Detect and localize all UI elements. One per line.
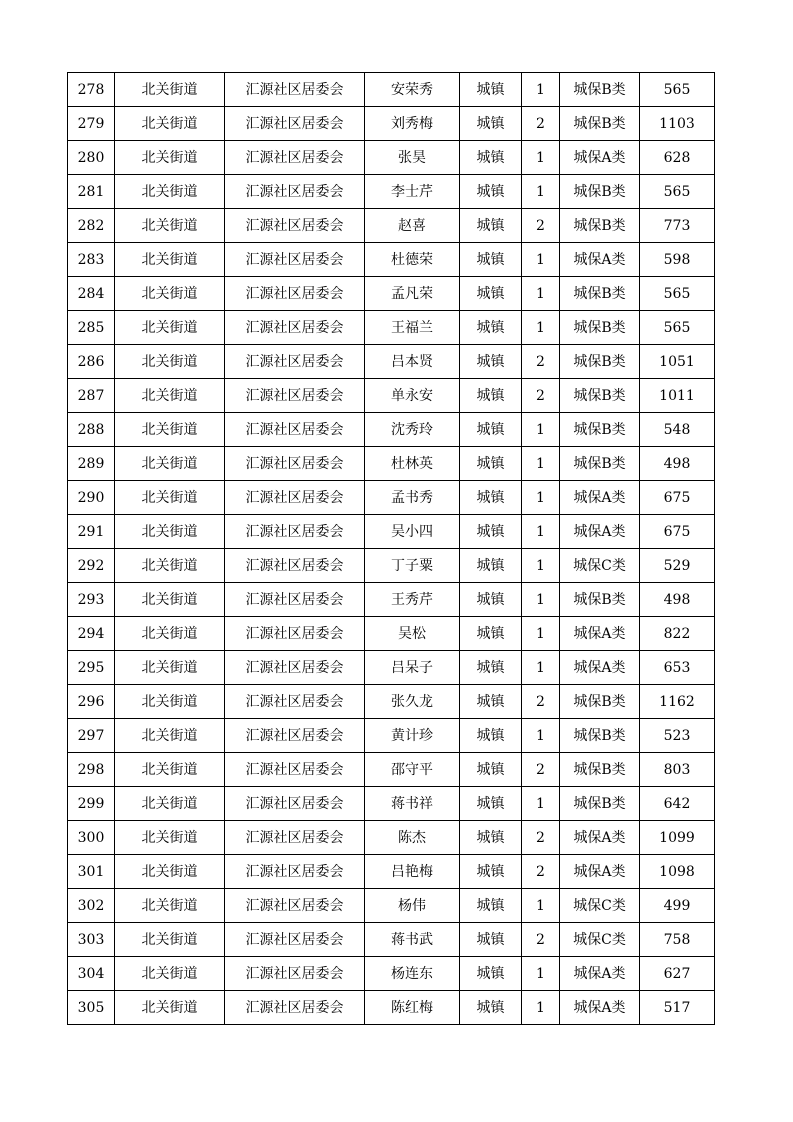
household-size-cell: 1	[522, 719, 560, 753]
name-cell: 王福兰	[365, 311, 460, 345]
category-cell: 城保B类	[560, 719, 640, 753]
street-cell: 北关街道	[115, 379, 225, 413]
household-size-cell: 1	[522, 481, 560, 515]
table-row	[68, 889, 715, 923]
table-row	[68, 379, 715, 413]
area-type-cell: 城镇	[460, 617, 522, 651]
table-row	[68, 753, 715, 787]
category-cell: 城保A类	[560, 651, 640, 685]
household-size-cell: 1	[522, 889, 560, 923]
community-cell: 汇源社区居委会	[225, 107, 365, 141]
amount-cell: 1051	[640, 345, 715, 379]
community-cell: 汇源社区居委会	[225, 617, 365, 651]
category-cell: 城保A类	[560, 617, 640, 651]
street-cell: 北关街道	[115, 787, 225, 821]
community-cell: 汇源社区居委会	[225, 719, 365, 753]
table-row	[68, 413, 715, 447]
area-type-cell: 城镇	[460, 141, 522, 175]
amount-cell: 565	[640, 73, 715, 107]
amount-cell: 517	[640, 991, 715, 1025]
row-number-cell: 305	[68, 991, 115, 1025]
household-size-cell: 2	[522, 753, 560, 787]
household-size-cell: 1	[522, 991, 560, 1025]
area-type-cell: 城镇	[460, 753, 522, 787]
street-cell: 北关街道	[115, 617, 225, 651]
name-cell: 蒋书武	[365, 923, 460, 957]
amount-cell: 628	[640, 141, 715, 175]
area-type-cell: 城镇	[460, 107, 522, 141]
name-cell: 陈杰	[365, 821, 460, 855]
row-number-cell: 282	[68, 209, 115, 243]
household-size-cell: 2	[522, 821, 560, 855]
category-cell: 城保B类	[560, 175, 640, 209]
area-type-cell: 城镇	[460, 311, 522, 345]
amount-cell: 1162	[640, 685, 715, 719]
category-cell: 城保A类	[560, 141, 640, 175]
table-row	[68, 481, 715, 515]
row-number-cell: 291	[68, 515, 115, 549]
amount-cell: 627	[640, 957, 715, 991]
household-size-cell: 1	[522, 73, 560, 107]
row-number-cell: 292	[68, 549, 115, 583]
row-number-cell: 300	[68, 821, 115, 855]
row-number-cell: 287	[68, 379, 115, 413]
community-cell: 汇源社区居委会	[225, 379, 365, 413]
row-number-cell: 299	[68, 787, 115, 821]
name-cell: 刘秀梅	[365, 107, 460, 141]
street-cell: 北关街道	[115, 719, 225, 753]
table-row	[68, 685, 715, 719]
name-cell: 王秀芹	[365, 583, 460, 617]
table-row	[68, 787, 715, 821]
category-cell: 城保B类	[560, 753, 640, 787]
category-cell: 城保C类	[560, 923, 640, 957]
name-cell: 吴松	[365, 617, 460, 651]
area-type-cell: 城镇	[460, 379, 522, 413]
household-size-cell: 1	[522, 243, 560, 277]
community-cell: 汇源社区居委会	[225, 243, 365, 277]
row-number-cell: 279	[68, 107, 115, 141]
street-cell: 北关街道	[115, 753, 225, 787]
amount-cell: 598	[640, 243, 715, 277]
row-number-cell: 280	[68, 141, 115, 175]
category-cell: 城保B类	[560, 73, 640, 107]
community-cell: 汇源社区居委会	[225, 515, 365, 549]
table-row	[68, 311, 715, 345]
household-size-cell: 2	[522, 855, 560, 889]
name-cell: 吕艳梅	[365, 855, 460, 889]
street-cell: 北关街道	[115, 651, 225, 685]
name-cell: 张昊	[365, 141, 460, 175]
row-number-cell: 295	[68, 651, 115, 685]
category-cell: 城保B类	[560, 379, 640, 413]
household-size-cell: 1	[522, 447, 560, 481]
area-type-cell: 城镇	[460, 855, 522, 889]
amount-cell: 803	[640, 753, 715, 787]
household-size-cell: 1	[522, 787, 560, 821]
area-type-cell: 城镇	[460, 957, 522, 991]
area-type-cell: 城镇	[460, 243, 522, 277]
name-cell: 黄计珍	[365, 719, 460, 753]
household-size-cell: 2	[522, 345, 560, 379]
community-cell: 汇源社区居委会	[225, 685, 365, 719]
category-cell: 城保B类	[560, 345, 640, 379]
household-size-cell: 1	[522, 957, 560, 991]
category-cell: 城保B类	[560, 311, 640, 345]
community-cell: 汇源社区居委会	[225, 447, 365, 481]
table-row	[68, 583, 715, 617]
amount-cell: 565	[640, 311, 715, 345]
area-type-cell: 城镇	[460, 175, 522, 209]
street-cell: 北关街道	[115, 141, 225, 175]
table-row	[68, 855, 715, 889]
row-number-cell: 294	[68, 617, 115, 651]
amount-cell: 642	[640, 787, 715, 821]
area-type-cell: 城镇	[460, 345, 522, 379]
row-number-cell: 290	[68, 481, 115, 515]
name-cell: 吕呆子	[365, 651, 460, 685]
table-row	[68, 345, 715, 379]
name-cell: 杜德荣	[365, 243, 460, 277]
name-cell: 杨连东	[365, 957, 460, 991]
name-cell: 李士芹	[365, 175, 460, 209]
amount-cell: 773	[640, 209, 715, 243]
name-cell: 吴小四	[365, 515, 460, 549]
street-cell: 北关街道	[115, 277, 225, 311]
row-number-cell: 278	[68, 73, 115, 107]
category-cell: 城保C类	[560, 549, 640, 583]
table-row	[68, 991, 715, 1025]
name-cell: 张久龙	[365, 685, 460, 719]
table-row	[68, 73, 715, 107]
amount-cell: 498	[640, 583, 715, 617]
category-cell: 城保B类	[560, 107, 640, 141]
category-cell: 城保C类	[560, 889, 640, 923]
amount-cell: 675	[640, 515, 715, 549]
household-size-cell: 2	[522, 107, 560, 141]
street-cell: 北关街道	[115, 515, 225, 549]
category-cell: 城保B类	[560, 685, 640, 719]
area-type-cell: 城镇	[460, 447, 522, 481]
amount-cell: 675	[640, 481, 715, 515]
row-number-cell: 303	[68, 923, 115, 957]
name-cell: 赵喜	[365, 209, 460, 243]
community-cell: 汇源社区居委会	[225, 311, 365, 345]
category-cell: 城保A类	[560, 855, 640, 889]
community-cell: 汇源社区居委会	[225, 73, 365, 107]
category-cell: 城保A类	[560, 957, 640, 991]
area-type-cell: 城镇	[460, 787, 522, 821]
area-type-cell: 城镇	[460, 685, 522, 719]
household-size-cell: 1	[522, 651, 560, 685]
row-number-cell: 288	[68, 413, 115, 447]
category-cell: 城保A类	[560, 243, 640, 277]
name-cell: 蒋书祥	[365, 787, 460, 821]
household-size-cell: 1	[522, 277, 560, 311]
table-row	[68, 447, 715, 481]
category-cell: 城保B类	[560, 787, 640, 821]
community-cell: 汇源社区居委会	[225, 345, 365, 379]
category-cell: 城保B类	[560, 209, 640, 243]
table-row	[68, 923, 715, 957]
name-cell: 沈秀玲	[365, 413, 460, 447]
area-type-cell: 城镇	[460, 413, 522, 447]
community-cell: 汇源社区居委会	[225, 957, 365, 991]
household-size-cell: 1	[522, 311, 560, 345]
street-cell: 北关街道	[115, 447, 225, 481]
name-cell: 邵守平	[365, 753, 460, 787]
category-cell: 城保B类	[560, 447, 640, 481]
table-row	[68, 243, 715, 277]
community-cell: 汇源社区居委会	[225, 753, 365, 787]
table-row	[68, 515, 715, 549]
table-row	[68, 277, 715, 311]
name-cell: 孟凡荣	[365, 277, 460, 311]
street-cell: 北关街道	[115, 345, 225, 379]
table-body	[68, 73, 715, 1025]
area-type-cell: 城镇	[460, 651, 522, 685]
amount-cell: 1098	[640, 855, 715, 889]
area-type-cell: 城镇	[460, 209, 522, 243]
row-number-cell: 283	[68, 243, 115, 277]
area-type-cell: 城镇	[460, 73, 522, 107]
community-cell: 汇源社区居委会	[225, 923, 365, 957]
street-cell: 北关街道	[115, 73, 225, 107]
data-table	[67, 72, 715, 1025]
amount-cell: 565	[640, 175, 715, 209]
table-row	[68, 719, 715, 753]
category-cell: 城保A类	[560, 515, 640, 549]
area-type-cell: 城镇	[460, 277, 522, 311]
community-cell: 汇源社区居委会	[225, 209, 365, 243]
street-cell: 北关街道	[115, 243, 225, 277]
table-row	[68, 651, 715, 685]
name-cell: 丁子粟	[365, 549, 460, 583]
household-size-cell: 1	[522, 617, 560, 651]
community-cell: 汇源社区居委会	[225, 889, 365, 923]
area-type-cell: 城镇	[460, 583, 522, 617]
table-row	[68, 175, 715, 209]
category-cell: 城保B类	[560, 277, 640, 311]
area-type-cell: 城镇	[460, 923, 522, 957]
street-cell: 北关街道	[115, 175, 225, 209]
street-cell: 北关街道	[115, 107, 225, 141]
category-cell: 城保B类	[560, 583, 640, 617]
street-cell: 北关街道	[115, 311, 225, 345]
amount-cell: 523	[640, 719, 715, 753]
area-type-cell: 城镇	[460, 481, 522, 515]
community-cell: 汇源社区居委会	[225, 175, 365, 209]
household-size-cell: 1	[522, 583, 560, 617]
amount-cell: 1011	[640, 379, 715, 413]
household-size-cell: 1	[522, 175, 560, 209]
category-cell: 城保A类	[560, 821, 640, 855]
community-cell: 汇源社区居委会	[225, 787, 365, 821]
table-row	[68, 617, 715, 651]
community-cell: 汇源社区居委会	[225, 549, 365, 583]
name-cell: 单永安	[365, 379, 460, 413]
amount-cell: 529	[640, 549, 715, 583]
street-cell: 北关街道	[115, 855, 225, 889]
row-number-cell: 286	[68, 345, 115, 379]
community-cell: 汇源社区居委会	[225, 141, 365, 175]
street-cell: 北关街道	[115, 685, 225, 719]
amount-cell: 1099	[640, 821, 715, 855]
row-number-cell: 302	[68, 889, 115, 923]
row-number-cell: 297	[68, 719, 115, 753]
amount-cell: 822	[640, 617, 715, 651]
street-cell: 北关街道	[115, 821, 225, 855]
street-cell: 北关街道	[115, 991, 225, 1025]
name-cell: 杨伟	[365, 889, 460, 923]
area-type-cell: 城镇	[460, 821, 522, 855]
community-cell: 汇源社区居委会	[225, 481, 365, 515]
amount-cell: 498	[640, 447, 715, 481]
amount-cell: 758	[640, 923, 715, 957]
row-number-cell: 298	[68, 753, 115, 787]
row-number-cell: 285	[68, 311, 115, 345]
street-cell: 北关街道	[115, 209, 225, 243]
table-row	[68, 957, 715, 991]
name-cell: 陈红梅	[365, 991, 460, 1025]
area-type-cell: 城镇	[460, 889, 522, 923]
amount-cell: 548	[640, 413, 715, 447]
area-type-cell: 城镇	[460, 549, 522, 583]
household-size-cell: 1	[522, 549, 560, 583]
table-row	[68, 141, 715, 175]
row-number-cell: 301	[68, 855, 115, 889]
category-cell: 城保B类	[560, 413, 640, 447]
category-cell: 城保A类	[560, 481, 640, 515]
household-size-cell: 1	[522, 413, 560, 447]
street-cell: 北关街道	[115, 549, 225, 583]
row-number-cell: 304	[68, 957, 115, 991]
row-number-cell: 293	[68, 583, 115, 617]
name-cell: 孟书秀	[365, 481, 460, 515]
area-type-cell: 城镇	[460, 991, 522, 1025]
row-number-cell: 284	[68, 277, 115, 311]
community-cell: 汇源社区居委会	[225, 651, 365, 685]
amount-cell: 565	[640, 277, 715, 311]
street-cell: 北关街道	[115, 889, 225, 923]
name-cell: 杜林英	[365, 447, 460, 481]
amount-cell: 653	[640, 651, 715, 685]
row-number-cell: 289	[68, 447, 115, 481]
street-cell: 北关街道	[115, 957, 225, 991]
community-cell: 汇源社区居委会	[225, 277, 365, 311]
table-row	[68, 209, 715, 243]
row-number-cell: 296	[68, 685, 115, 719]
area-type-cell: 城镇	[460, 719, 522, 753]
street-cell: 北关街道	[115, 583, 225, 617]
community-cell: 汇源社区居委会	[225, 991, 365, 1025]
table-row	[68, 821, 715, 855]
street-cell: 北关街道	[115, 413, 225, 447]
row-number-cell: 281	[68, 175, 115, 209]
community-cell: 汇源社区居委会	[225, 821, 365, 855]
household-size-cell: 2	[522, 209, 560, 243]
household-size-cell: 2	[522, 685, 560, 719]
household-size-cell: 1	[522, 141, 560, 175]
street-cell: 北关街道	[115, 923, 225, 957]
name-cell: 吕本贤	[365, 345, 460, 379]
amount-cell: 499	[640, 889, 715, 923]
household-size-cell: 1	[522, 515, 560, 549]
community-cell: 汇源社区居委会	[225, 583, 365, 617]
table-row	[68, 549, 715, 583]
category-cell: 城保A类	[560, 991, 640, 1025]
table-row	[68, 107, 715, 141]
area-type-cell: 城镇	[460, 515, 522, 549]
household-size-cell: 2	[522, 923, 560, 957]
name-cell: 安荣秀	[365, 73, 460, 107]
community-cell: 汇源社区居委会	[225, 413, 365, 447]
household-size-cell: 2	[522, 379, 560, 413]
community-cell: 汇源社区居委会	[225, 855, 365, 889]
amount-cell: 1103	[640, 107, 715, 141]
street-cell: 北关街道	[115, 481, 225, 515]
